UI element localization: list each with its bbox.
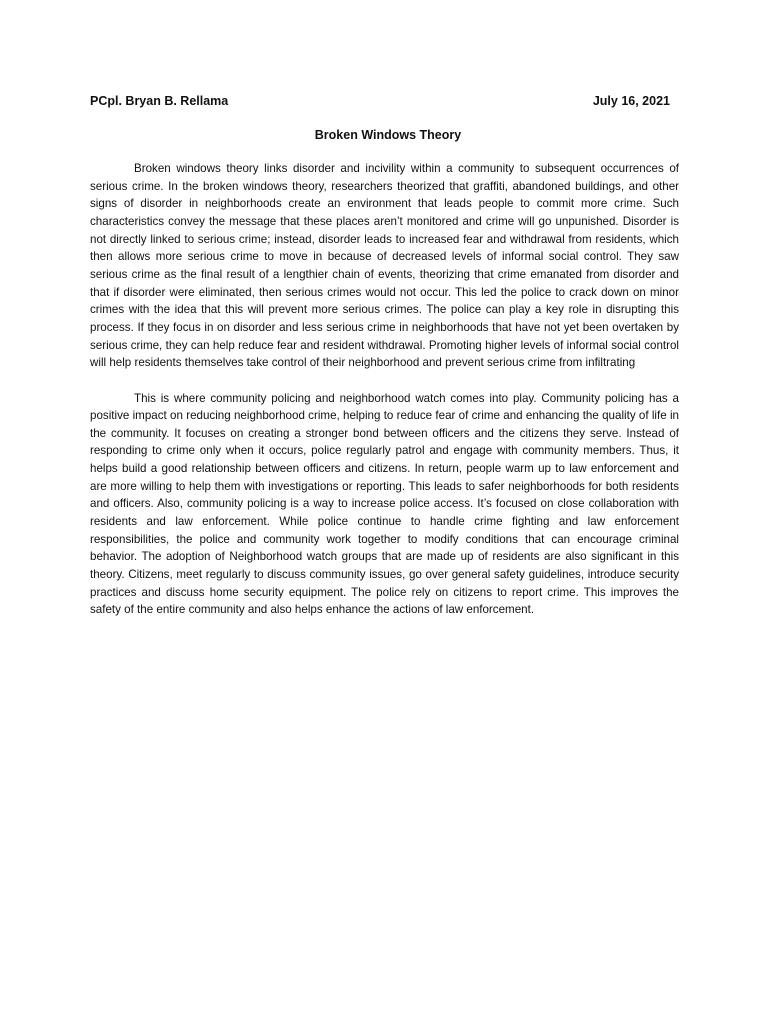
document-body	[90, 160, 679, 619]
document-header	[90, 94, 670, 114]
document-date: July 16, 2021	[592, 94, 670, 108]
document-title: Broken Windows Theory	[314, 128, 462, 142]
paragraph-2: This is where community policing and neighborhood watch comes into play. Community policing has a positive impact on reducing neighborhood crime, helping to reduce fear of crime and enhancing the quality of life in the community. It focuses on creating a stronger bond between officers and the citizens they serve. Instead of responding to crime only when it occurs, police regularly patrol and engage with community members. Thus, it helps build a good relationship between officers and citizens. In return, people warm up to law enforcement and are more willing to help them with investigations or reporting. This leads to safer neighborhoods for both residents and officers. Also, community policing is a way to increase police access. It’s focused on close collaboration with residents and law enforcement. While police continue to handle crime fighting and law enforcement responsibilities, the police and community work together to modify conditions that can encourage criminal behavior. The adoption of Neighborhood watch groups that are made up of residents are also significant in this theory. Citizens, meet regularly to discuss community issues, go over general safety guidelines, introduce security practices and discuss home security equipment. The police rely on citizens to report crime. This improves the safety of the entire community and also helps enhance the actions of law enforcement.	[90, 391, 679, 617]
paragraph-1: Broken windows theory links disorder and incivility within a community to subsequent occurrences of serious crime. In the broken windows theory, researchers theorized that graffiti, abandoned buildings, and other signs of disorder in neighborhoods create an environment that leads people to commit more crime. Such characteristics convey the message that these places aren’t monitored and crime will go unpunished. Disorder is not directly linked to serious crime; instead, disorder leads to increased fear and withdrawal from residents, which then allows more serious crime to move in because of decreased levels of informal social control. They saw serious crime as the final result of a lengthier chain of events, theorizing that crime emanated from disorder and that if disorder were eliminated, then serious crimes would not occur. This led the police to crack down on minor crimes with the idea that this will prevent more serious crimes. The police can play a key role in disrupting this process. If they focus in on disorder and less serious crime in neighborhoods that have not yet been overtaken by serious crime, they can help reduce fear and resident withdrawal. Promoting higher levels of informal social control will help residents themselves take control of their neighborhood and prevent serious crime from infiltrating	[90, 162, 679, 370]
author-name: PCpl. Bryan B. Rellama	[90, 94, 229, 108]
